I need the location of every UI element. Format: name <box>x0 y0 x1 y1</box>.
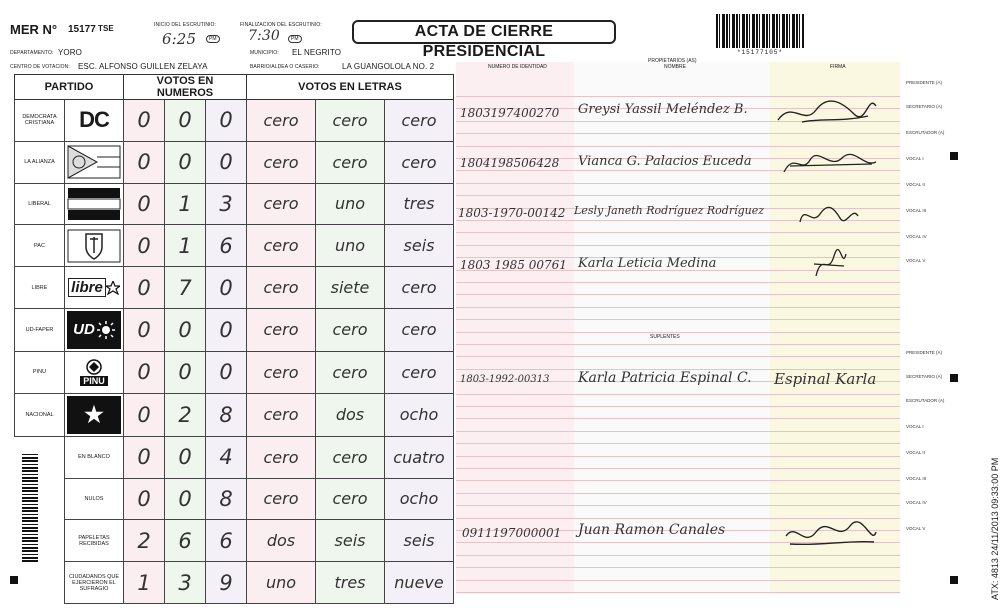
ruling-line <box>456 332 900 333</box>
role-label: VOCAL I <box>906 424 924 429</box>
vote-word: tres <box>385 183 454 225</box>
departamento-label: DEPARTAMENTO: <box>10 50 54 56</box>
party-logo <box>65 393 124 436</box>
departamento-value: YORO <box>58 48 82 57</box>
vote-digit: 0 <box>206 100 247 142</box>
suplentes-label: SUPLENTES <box>650 334 680 340</box>
vote-word: cero <box>247 100 316 142</box>
vote-word: dos <box>316 393 385 436</box>
party-row <box>15 141 454 183</box>
votos-numeros-header: VOTOS EN NUMEROS <box>124 75 247 100</box>
ruling-line <box>456 356 900 357</box>
total-row <box>15 520 454 562</box>
total-word: cero <box>316 478 385 520</box>
total-digit: 3 <box>165 562 206 604</box>
signature-3 <box>794 198 864 230</box>
mer-label: MER N° <box>10 22 58 37</box>
vote-word: cero <box>385 141 454 183</box>
party-name: LIBERAL <box>15 183 65 225</box>
party-name: UD-FAPER <box>15 308 65 351</box>
registration-mark-right-bottom <box>950 576 958 584</box>
vote-digit: 1 <box>165 183 206 225</box>
role-label: VOCAL V <box>906 526 926 531</box>
party-row <box>15 225 454 267</box>
total-digit: 8 <box>206 478 247 520</box>
vote-digit: 0 <box>206 351 247 393</box>
ruling-line <box>456 195 900 196</box>
role-label: VOCAL III <box>906 476 927 481</box>
total-digit: 2 <box>124 520 165 562</box>
pac-shield-icon <box>67 228 121 264</box>
member-id-3: 1803-1970-00142 <box>458 206 566 220</box>
ruling-line <box>456 344 900 345</box>
total-label: PAPELETAS RECIBIDAS <box>65 520 124 562</box>
role-label: VOCAL III <box>906 208 927 213</box>
total-word: seis <box>316 520 385 562</box>
vote-word: cero <box>316 141 385 183</box>
dc-logo-icon: DC <box>79 107 109 133</box>
vote-digit: 2 <box>165 393 206 436</box>
total-word: tres <box>316 562 385 604</box>
party-logo <box>65 308 124 351</box>
total-row <box>15 436 454 478</box>
party-row <box>15 308 454 351</box>
registration-mark-right-middle <box>950 374 958 382</box>
total-digit: 0 <box>165 436 206 478</box>
registration-mark-left-bottom <box>10 576 18 584</box>
fin-time: 7:30 <box>248 28 280 44</box>
ruling-line <box>456 480 900 481</box>
fin-ampm: PM <box>288 35 302 43</box>
libre-star-icon: libre <box>67 270 121 306</box>
vote-word: siete <box>316 267 385 309</box>
vote-digit: 0 <box>124 393 165 436</box>
vote-digit: 0 <box>165 141 206 183</box>
party-row <box>15 267 454 309</box>
suplente-name-1: Karla Patricia Espinal C. <box>578 370 752 386</box>
vote-word: cero <box>247 183 316 225</box>
nombre-column <box>574 62 770 594</box>
nacional-star-icon: ★ <box>67 396 121 434</box>
party-logo <box>65 267 124 309</box>
total-word: dos <box>247 520 316 562</box>
vote-digit: 0 <box>206 267 247 309</box>
member-id-4: 1803 1985 00761 <box>460 258 567 272</box>
vote-digit: 0 <box>206 141 247 183</box>
ruling-line <box>456 443 900 444</box>
ruling-line <box>456 505 900 506</box>
inicio-label: INICIO DEL ESCRUTINIO: <box>154 22 217 28</box>
total-digit: 0 <box>124 478 165 520</box>
party-name: DEMOCRATA CRISTIANA <box>15 100 65 142</box>
partido-header: PARTIDO <box>15 75 124 100</box>
role-label: PRESIDENTE (A) <box>906 80 943 85</box>
total-word: uno <box>247 562 316 604</box>
vote-word: cero <box>385 100 454 142</box>
total-label: NULOS <box>65 478 124 520</box>
inicio-ampm: PM <box>206 35 220 43</box>
vote-digit: 8 <box>206 393 247 436</box>
inicio-time: 6:25 <box>162 30 197 48</box>
ruling-line <box>456 307 900 308</box>
fin-label: FINALIZACION DEL ESCRUTINIO: <box>240 22 322 28</box>
member-name-2: Vianca G. Palacios Euceda <box>578 154 752 169</box>
total-word: seis <box>385 520 454 562</box>
ruling-line <box>456 468 900 469</box>
vote-word: cero <box>247 308 316 351</box>
party-row <box>15 100 454 142</box>
suplente-id-2: 0911197000001 <box>462 526 562 540</box>
barcode-number: *15177105* <box>736 49 783 56</box>
total-word: cero <box>247 478 316 520</box>
vote-digit: 0 <box>124 141 165 183</box>
suplente-id-1: 1803-1992-00313 <box>460 374 550 385</box>
ruling-line <box>456 282 900 283</box>
votes-table <box>14 74 454 604</box>
party-logo <box>65 100 124 142</box>
ruling-line <box>456 456 900 457</box>
member-id-2: 1804198506428 <box>460 156 560 170</box>
party-name: PAC <box>15 225 65 267</box>
vote-word: cero <box>247 267 316 309</box>
role-label: VOCAL I <box>906 156 924 161</box>
ruling-line <box>456 406 900 407</box>
vote-digit: 0 <box>165 308 206 351</box>
total-row <box>15 562 454 604</box>
suplente-name-2: Juan Ramon Canales <box>578 522 726 538</box>
total-digit: 6 <box>206 520 247 562</box>
role-label: ESCRUTADOR (A) <box>906 398 945 403</box>
total-digit: 0 <box>165 478 206 520</box>
side-barcode-graphic <box>22 452 38 562</box>
party-name: PINU <box>15 351 65 393</box>
vote-word: cero <box>385 351 454 393</box>
vote-word: seis <box>385 225 454 267</box>
total-word: cero <box>247 436 316 478</box>
vote-digit: 0 <box>124 308 165 351</box>
total-word: nueve <box>385 562 454 604</box>
party-name: LIBRE <box>15 267 65 309</box>
ruling-line <box>456 294 900 295</box>
total-digit: 0 <box>124 436 165 478</box>
signature-6 <box>780 516 880 556</box>
party-row <box>15 393 454 436</box>
total-label: EN BLANCO <box>65 436 124 478</box>
vote-word: ocho <box>385 393 454 436</box>
vote-word: cero <box>385 267 454 309</box>
party-logo <box>65 225 124 267</box>
member-name-1: Greysi Yassil Meléndez B. <box>578 102 748 117</box>
vote-digit: 0 <box>124 225 165 267</box>
signature-1 <box>772 92 882 132</box>
total-label: CIUDADANOS QUE EJERCIERON EL SUFRAGIO <box>65 562 124 604</box>
vote-digit: 0 <box>124 267 165 309</box>
ruling-line <box>456 319 900 320</box>
barcode-graphic <box>716 14 804 48</box>
total-digit: 1 <box>124 562 165 604</box>
party-logo <box>65 183 124 225</box>
total-word: ocho <box>385 478 454 520</box>
party-logo <box>65 141 124 183</box>
barrio-value: LA GUANGOLOLA NO. 2 <box>342 62 435 71</box>
document-title: ACTA DE CIERRE PRESIDENCIAL <box>352 20 616 44</box>
member-name-3: Lesly Janeth Rodríguez Rodríguez <box>574 204 765 217</box>
vote-digit: 0 <box>124 351 165 393</box>
ruling-line <box>456 592 900 593</box>
vote-digit: 6 <box>206 225 247 267</box>
signature-4 <box>810 246 850 282</box>
ruling-line <box>456 580 900 581</box>
liberal-flag-icon <box>67 186 121 222</box>
vote-word: cero <box>247 351 316 393</box>
party-logo <box>65 351 124 393</box>
ruling-line <box>456 146 900 147</box>
ruling-line <box>456 431 900 432</box>
municipio-label: MUNICIPIO: <box>250 50 279 56</box>
pinu-logo-icon: PINU <box>67 354 121 390</box>
municipio-value: EL NEGRITO <box>292 48 342 57</box>
vote-digit: 0 <box>165 351 206 393</box>
total-digit: 4 <box>206 436 247 478</box>
signature-2 <box>780 148 880 180</box>
atx-stamp: ATX: 4813 24/11/2013 09:33:00 PM <box>990 457 1000 600</box>
role-label: PRESIDENTE (A) <box>906 350 943 355</box>
ruling-line <box>456 133 900 134</box>
party-name: LA ALIANZA <box>15 141 65 183</box>
col-nombre-header: NOMBRE <box>664 64 686 70</box>
vote-digit: 0 <box>165 100 206 142</box>
total-word: cero <box>316 436 385 478</box>
role-label: SECRETARIO (A) <box>906 374 943 379</box>
centro-label: CENTRO DE VOTACION: <box>10 64 70 70</box>
vote-digit: 0 <box>124 183 165 225</box>
col-propietarios-header: PROPIETARIOS (AS) <box>648 58 697 64</box>
vote-word: cero <box>247 393 316 436</box>
vote-word: cero <box>247 225 316 267</box>
ruling-line <box>456 567 900 568</box>
total-row <box>15 478 454 520</box>
identidad-column <box>456 62 574 594</box>
member-id-1: 1803197400270 <box>460 106 560 120</box>
ruling-line <box>456 183 900 184</box>
role-label: ESCRUTADOR (A) <box>906 130 945 135</box>
party-row <box>15 183 454 225</box>
role-label: VOCAL V <box>906 258 926 263</box>
ruling-line <box>456 232 900 233</box>
mer-number: 15177 <box>68 24 96 35</box>
ruling-line <box>456 418 900 419</box>
total-word: cuatro <box>385 436 454 478</box>
total-digit: 6 <box>165 520 206 562</box>
total-digit: 9 <box>206 562 247 604</box>
party-row <box>15 351 454 393</box>
votos-letras-header: VOTOS EN LETRAS <box>247 75 454 100</box>
registration-mark-right-top <box>950 152 958 160</box>
role-label: VOCAL IV <box>906 234 927 239</box>
party-name: NACIONAL <box>15 393 65 436</box>
vote-word: uno <box>316 183 385 225</box>
role-label: SECRETARIO (A) <box>906 104 943 109</box>
vote-word: cero <box>385 308 454 351</box>
tse-logo: TSE <box>98 24 114 33</box>
role-label: VOCAL IV <box>906 500 927 505</box>
col-identidad-header: NUMERO DE IDENTIDAD <box>488 64 547 70</box>
vote-digit: 0 <box>206 308 247 351</box>
centro-value: ESC. ALFONSO GUILLEN ZELAYA <box>78 62 208 71</box>
vote-word: cero <box>247 141 316 183</box>
vote-digit: 0 <box>124 100 165 142</box>
vote-word: uno <box>316 225 385 267</box>
alianza-flag-icon <box>67 144 121 180</box>
vote-word: cero <box>316 351 385 393</box>
vote-word: cero <box>316 308 385 351</box>
col-firma-header: FIRMA <box>830 64 846 70</box>
suplente-sign-1: Espinal Karla <box>774 370 877 388</box>
ruling-line <box>456 394 900 395</box>
firma-column <box>770 62 900 594</box>
vote-digit: 7 <box>165 267 206 309</box>
ud-sun-icon: UD <box>67 311 121 349</box>
barrio-label: BARRIO/ALDEA O CASERIO: <box>250 64 320 70</box>
vote-digit: 1 <box>165 225 206 267</box>
role-label: VOCAL II <box>906 182 925 187</box>
vote-word: cero <box>316 100 385 142</box>
role-label: VOCAL II <box>906 450 925 455</box>
vote-digit: 3 <box>206 183 247 225</box>
member-name-4: Karla Leticia Medina <box>578 256 717 271</box>
ruling-line <box>456 493 900 494</box>
